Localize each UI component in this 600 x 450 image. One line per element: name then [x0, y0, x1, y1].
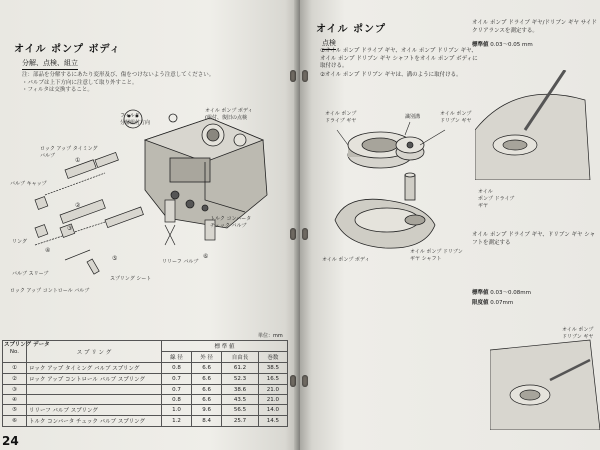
std2-value: 0.03～0.08mm	[490, 290, 531, 296]
radial-clearance-diagram	[490, 330, 600, 430]
table-row: ③ 0.7 6.6 38.6 21.0	[3, 385, 288, 395]
radial-text: オイル ポンプ ドライブ ギヤ、ドリブン ギヤ シャフトを測定する	[472, 232, 596, 246]
std-value-row	[472, 42, 533, 50]
std2-value-row	[472, 290, 531, 298]
col-wire-dia: 線 径	[161, 352, 191, 363]
label-filter: フィルタ 分解組付方向	[120, 113, 151, 126]
binding-hole	[302, 70, 308, 82]
std-value: 0.03～0.05 mm	[490, 42, 533, 48]
table-row: ⑥ トルク コンバータ チェック バルブ スプリング 1.2 8.4 25.7 14.5	[3, 416, 288, 427]
section-subtitle: 分解、点検、組立	[22, 58, 78, 70]
right-page	[300, 0, 600, 450]
std-label: 標準値	[472, 42, 489, 48]
col-spring: ス プ リ ン グ	[26, 341, 161, 363]
label-spring-seat: スプリング シート	[110, 276, 152, 282]
section-title: オイル ポンプ	[316, 24, 386, 35]
label-valve-cap: バルブ キャップ	[10, 181, 47, 187]
label-lockup-control-valve: ロック アップ コントロール バルブ	[10, 288, 90, 294]
binding-hole	[302, 375, 308, 387]
label-driven-gear: オイル ポンプ ドリブン ギヤ	[440, 111, 472, 124]
svg-text:⑥: ⑥	[203, 253, 209, 260]
page-number: 24	[2, 434, 19, 448]
limit-value: 0.07mm	[490, 300, 514, 306]
binding-hole	[302, 228, 308, 240]
pump-gear-diagram	[325, 100, 485, 270]
label-pump-body: オイル ポンプ ボディ	[322, 257, 370, 263]
table-row: ⑤ リリーフ バルブ スプリング 1.0 9.6 56.5 14.0	[3, 405, 288, 416]
step-2-text: ②オイル ポンプ ドリブン ギヤは、溝のように取付ける。	[320, 72, 462, 78]
table-row: ① ロック アップ タイミング バルブ スプリング 0.8 6.6 61.2 38.5	[3, 363, 288, 374]
label-driven-gear-shaft: オイル ポンプ ドリブン ギヤ シャフト	[410, 249, 463, 262]
table-unit: 単位：mm	[258, 333, 283, 339]
label-torque-converter-check: トルク コンバータ チェック バルブ	[210, 216, 252, 229]
std2-label: 標準値	[472, 290, 489, 296]
table-row: ④ 0.8 6.6 43.5 21.0	[3, 395, 288, 405]
label-mark-groove: 識別溝	[405, 114, 421, 120]
label-drive-gear-side: オイル ポンプ ドライブ ギヤ	[478, 189, 515, 209]
svg-text:⑤: ⑤	[112, 255, 118, 262]
label-lockup-timing-valve: ロック アップ タイミング バルブ	[40, 146, 98, 159]
label-pump-body: オイル ポンプ ボディ (組付、復旧の点検	[205, 108, 253, 121]
label-relief-valve: リリーフ バルブ	[162, 259, 199, 265]
col-no: No.	[3, 341, 27, 363]
label-ring: リング	[12, 239, 27, 245]
svg-text:④: ④	[45, 247, 51, 254]
table-title: スプリング データ	[4, 342, 50, 348]
table-row: ② ロック アップ コントロール バルブ スプリング 0.7 6.6 52.3 16.5	[3, 374, 288, 385]
limit-value-row	[472, 300, 513, 308]
feeler-gauge-diagram	[475, 70, 595, 180]
limit-label: 限度値	[472, 300, 489, 306]
note-line: ・フィルタは交換すること。	[22, 87, 93, 93]
col-outer-dia: 外 径	[192, 352, 222, 363]
clearance-text: オイル ポンプ ドライブ ギヤ/ドリブン ギヤ サイド クリアランスを測定する。	[472, 20, 597, 34]
spring-data-table	[2, 340, 288, 427]
svg-text:①: ①	[75, 157, 81, 164]
label-drive-gear: オイル ポンプ ドライブ ギヤ	[325, 111, 357, 124]
notes-block	[22, 72, 252, 95]
svg-text:②: ②	[75, 202, 81, 209]
section-title: オイル ポンプ ボディ	[14, 44, 121, 55]
col-standard: 標 準 値	[161, 341, 287, 352]
label-driven-gear-2: オイル ポンプ ドリブン ギヤ	[562, 327, 594, 340]
step-1-text: ①オイル ポンプ ドライブ ギヤ、オイル ポンプ ドリブン ギヤ、オイル ポンプ ドリブン ギヤ シャフトをオイル ポンプ ボディに取付ける。	[320, 48, 478, 70]
note-line: 注：部品を分解するにあたり変形及び、傷をつけないよう注意してください。	[22, 72, 215, 78]
note-line: ・バルブは上下方向に注意して取り外すこと。	[22, 79, 138, 86]
svg-text:③: ③	[67, 225, 73, 232]
col-free-length: 自由長	[222, 352, 259, 363]
col-turns: 巻数	[258, 352, 287, 363]
section-subtitle: 点検	[322, 38, 336, 50]
label-valve-sleeve: バルブ スリーブ	[12, 271, 49, 277]
